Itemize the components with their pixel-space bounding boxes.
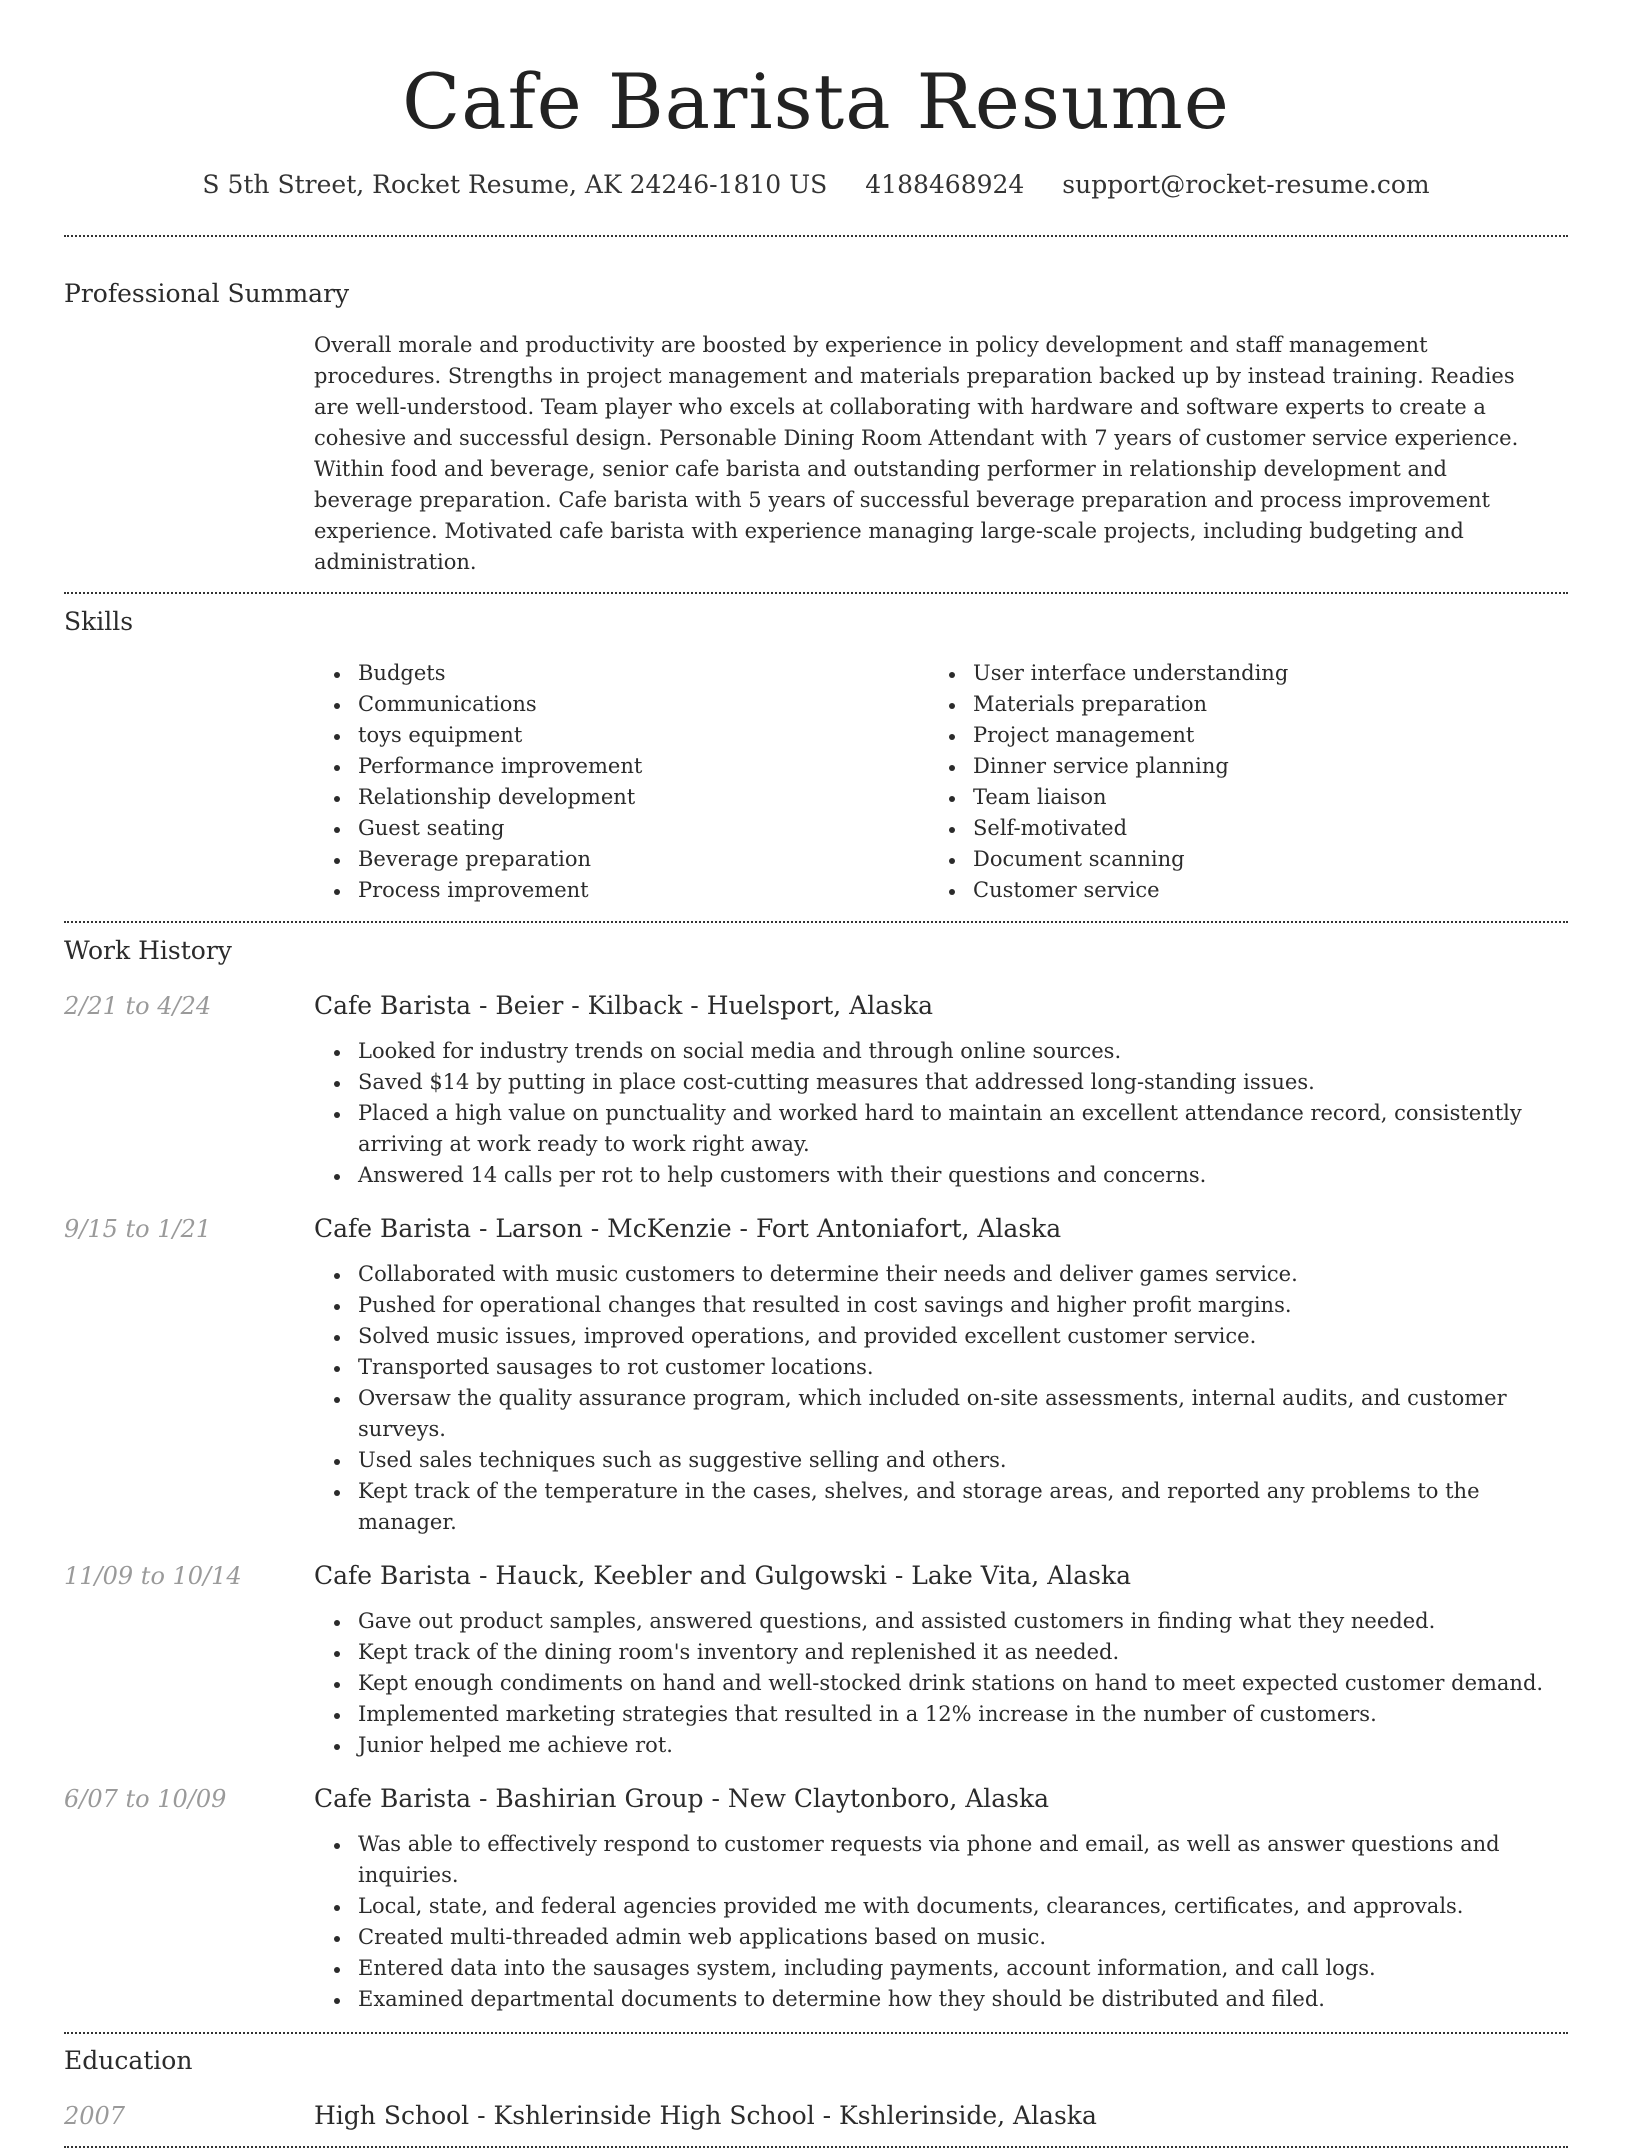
skill-item: toys equipment	[314, 720, 929, 751]
work-history-heading: Work History	[64, 936, 232, 965]
education-year: 2007	[64, 2102, 126, 2130]
resume-title: Cafe Barista Resume	[402, 57, 1230, 146]
job-bullet: Pushed for operational changes that resulted in cost savings and higher profit margins.	[314, 1290, 1568, 1321]
skill-item: Self-motivated	[929, 813, 1544, 844]
job-entry	[64, 1212, 1568, 1538]
job-bullet: Used sales techniques such as suggestive selling and others.	[314, 1445, 1568, 1476]
job-bullet: Kept track of the temperature in the cases, shelves, and storage areas, and reported any problems to the manager.	[314, 1476, 1568, 1538]
summary-heading: Professional Summary	[64, 279, 350, 308]
job-bullet: Examined departmental documents to determine how they should be distributed and filed.	[314, 1984, 1568, 2015]
skill-item: Dinner service planning	[929, 751, 1544, 782]
skill-item: User interface understanding	[929, 658, 1544, 689]
job-dates: 2/21 to 4/24	[64, 992, 212, 1020]
skill-item: Performance improvement	[314, 751, 929, 782]
divider	[64, 592, 1568, 594]
summary-text: Overall morale and productivity are boosted by experience in policy development and staff management procedures. Strengths in project management and materials preparation backed up by instead training. Readies are well-understood. Team player who excels at collaborating with hardware and software experts to create a cohesive and successful design. Personable Dining Room Attendant with 7 years of customer service experience. Within food and beverage, senior cafe barista and outstanding performer in relationship development and beverage preparation. Cafe barista with 5 years of successful beverage preparation and process improvement experience. Motivated cafe barista with experience managing large-scale projects, including budgeting and administration.	[314, 333, 1519, 574]
job-bullet: Transported sausages to rot customer locations.	[314, 1352, 1568, 1383]
job-bullet: Solved music issues, improved operations, and provided excellent customer service.	[314, 1321, 1568, 1352]
job-bullet: Local, state, and federal agencies provided me with documents, clearances, certificates, and approvals.	[314, 1891, 1568, 1922]
job-title: Cafe Barista - Hauck, Keebler and Gulgowski - Lake Vita, Alaska	[314, 1561, 1131, 1590]
address-text: S 5th Street, Rocket Resume, AK 24246-1810 US	[202, 170, 828, 199]
skills-column-left	[314, 658, 929, 906]
job-title: Cafe Barista - Bashirian Group - New Claytonboro, Alaska	[314, 1784, 1050, 1813]
job-entry	[64, 1559, 1568, 1761]
job-bullet: Entered data into the sausages system, including payments, account information, and call logs.	[314, 1953, 1568, 1984]
skill-item: Beverage preparation	[314, 844, 929, 875]
skills-heading: Skills	[64, 607, 134, 636]
divider	[64, 235, 1568, 237]
divider	[64, 921, 1568, 923]
contact-line	[64, 168, 1568, 202]
job-bullet: Gave out product samples, answered questions, and assisted customers in finding what they needed.	[314, 1606, 1568, 1637]
job-bullet: Looked for industry trends on social media and through online sources.	[314, 1036, 1568, 1067]
education-entry	[64, 2099, 1568, 2133]
job-bullet: Was able to effectively respond to customer requests via phone and email, as well as answer questions and inquiries.	[314, 1829, 1568, 1891]
job-dates: 9/15 to 1/21	[64, 1215, 212, 1243]
divider	[64, 2032, 1568, 2034]
job-dates: 6/07 to 10/09	[64, 1785, 227, 1813]
skill-item: Project management	[929, 720, 1544, 751]
skills-list	[314, 658, 1568, 906]
resume-page	[64, 0, 1568, 2148]
skill-item: Customer service	[929, 875, 1544, 906]
job-bullet: Junior helped me achieve rot.	[314, 1730, 1568, 1761]
job-entry	[64, 989, 1568, 1191]
job-dates: 11/09 to 10/14	[64, 1562, 242, 1590]
skill-item: Relationship development	[314, 782, 929, 813]
job-bullet: Created multi-threaded admin web applications based on music.	[314, 1922, 1568, 1953]
skill-item: Communications	[314, 689, 929, 720]
education-detail: High School - Kshlerinside High School - Kshlerinside, Alaska	[314, 2101, 1097, 2130]
job-bullet: Kept enough condiments on hand and well-stocked drink stations on hand to meet expected customer demand.	[314, 1668, 1568, 1699]
skills-column-right	[929, 658, 1544, 906]
skill-item: Team liaison	[929, 782, 1544, 813]
job-bullet: Oversaw the quality assurance program, which included on-site assessments, internal audits, and customer surveys.	[314, 1383, 1568, 1445]
skill-item: Guest seating	[314, 813, 929, 844]
job-title: Cafe Barista - Beier - Kilback - Huelsport, Alaska	[314, 991, 933, 1020]
job-bullet: Collaborated with music customers to determine their needs and deliver games service.	[314, 1259, 1568, 1290]
education-heading: Education	[64, 2046, 193, 2075]
job-bullet: Placed a high value on punctuality and worked hard to maintain an excellent attendance record, consistently arriving at work ready to work right away.	[314, 1098, 1568, 1160]
job-bullet: Implemented marketing strategies that resulted in a 12% increase in the number of customers.	[314, 1699, 1568, 1730]
phone-text: 4188468924	[865, 170, 1025, 199]
skill-item: Document scanning	[929, 844, 1544, 875]
skill-item: Materials preparation	[929, 689, 1544, 720]
job-bullet: Answered 14 calls per rot to help customers with their questions and concerns.	[314, 1160, 1568, 1191]
skill-item: Process improvement	[314, 875, 929, 906]
skill-item: Budgets	[314, 658, 929, 689]
job-title: Cafe Barista - Larson - McKenzie - Fort Antoniafort, Alaska	[314, 1214, 1062, 1243]
job-bullet: Saved $14 by putting in place cost-cutting measures that addressed long-standing issues.	[314, 1067, 1568, 1098]
email-link[interactable]: support@rocket-resume.com	[1062, 170, 1430, 199]
job-bullet: Kept track of the dining room's inventory and replenished it as needed.	[314, 1637, 1568, 1668]
job-entry	[64, 1782, 1568, 2015]
